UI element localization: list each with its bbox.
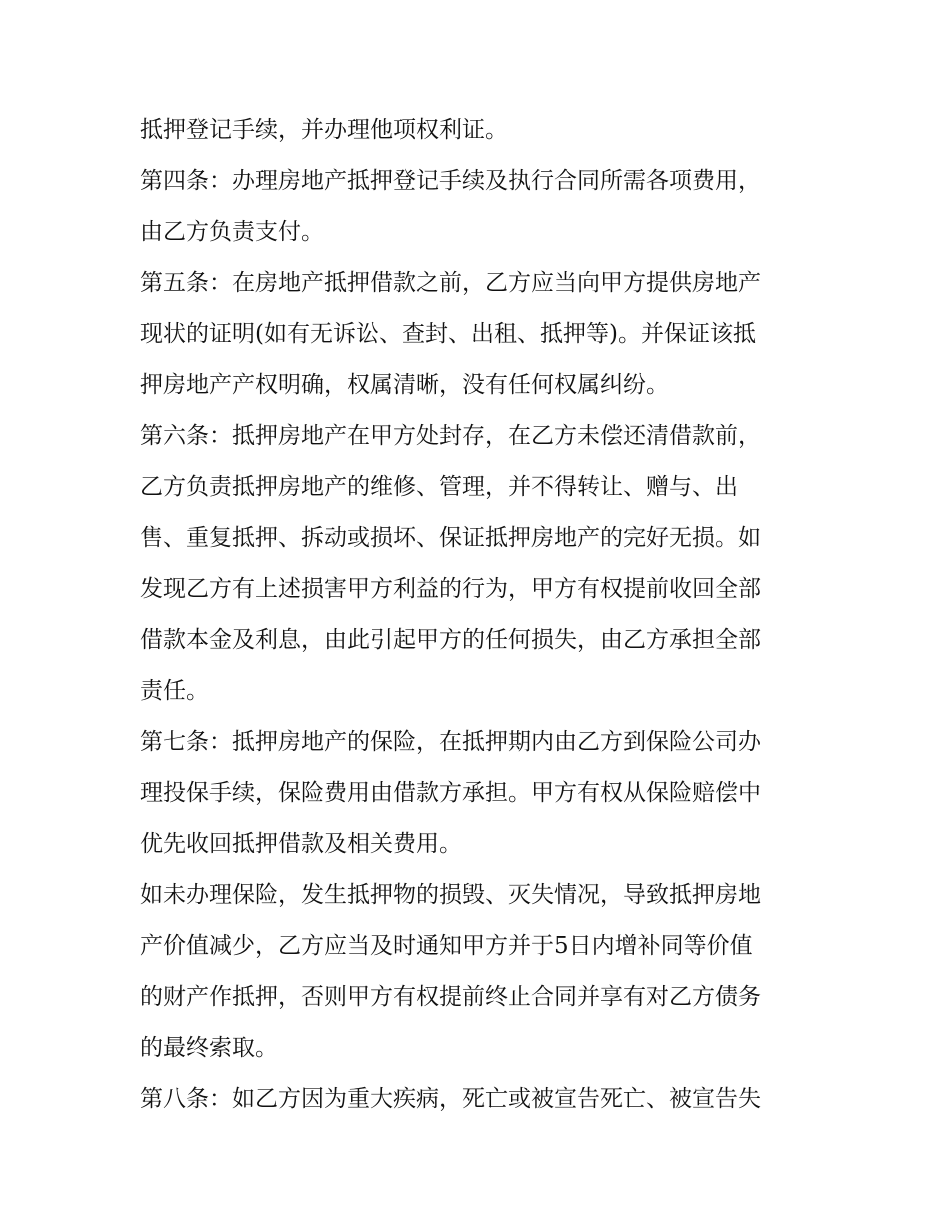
text-line: 理投保手续，保险费用由借款方承担。甲方有权从保险赔偿中	[140, 780, 761, 806]
clause-6-heading-line: 第六条：抵押房地产在甲方处封存，在乙方未偿还清借款前，	[140, 423, 761, 449]
text-line: 抵押登记手续，并办理他项权利证。	[140, 117, 508, 143]
clause-4-heading-line: 第四条：办理房地产抵押登记手续及执行合同所需各项费用，	[140, 168, 761, 194]
clause-7-heading-line: 第七条：抵押房地产的保险，在抵押期内由乙方到保险公司办	[140, 729, 761, 755]
text-line: 责任。	[140, 678, 209, 704]
text-line: 的最终索取。	[140, 1035, 278, 1061]
text-line: 的财产作抵押，否则甲方有权提前终止合同并享有对乙方债务	[140, 984, 761, 1010]
text-line: 乙方负责抵押房地产的维修、管理，并不得转让、赠与、出	[140, 474, 738, 500]
text-line: 借款本金及利息，由此引起甲方的任何损失，由乙方承担全部	[140, 627, 761, 653]
contract-text-body	[140, 109, 820, 1129]
text-line: 售、重复抵押、拆动或损坏、保证抵押房地产的完好无损。如	[140, 525, 761, 551]
text-line: 如未办理保险，发生抵押物的损毁、灭失情况，导致抵押房地	[140, 882, 761, 908]
text-line: 发现乙方有上述损害甲方利益的行为，甲方有权提前收回全部	[140, 576, 761, 602]
text-line: 由乙方负责支付。	[140, 219, 324, 245]
text-line: 押房地产产权明确，权属清晰，没有任何权属纠纷。	[140, 372, 669, 398]
clause-5-heading-line: 第五条：在房地产抵押借款之前，乙方应当向甲方提供房地产	[140, 270, 761, 296]
text-line: 现状的证明(如有无诉讼、查封、出租、抵押等)。并保证该抵	[140, 321, 756, 347]
text-line: 产价值减少，乙方应当及时通知甲方并于5日内增补同等价值	[140, 933, 753, 959]
text-line: 优先收回抵押借款及相关费用。	[140, 831, 462, 857]
clause-8-heading-line: 第八条：如乙方因为重大疾病，死亡或被宣告死亡、被宣告失	[140, 1086, 761, 1112]
